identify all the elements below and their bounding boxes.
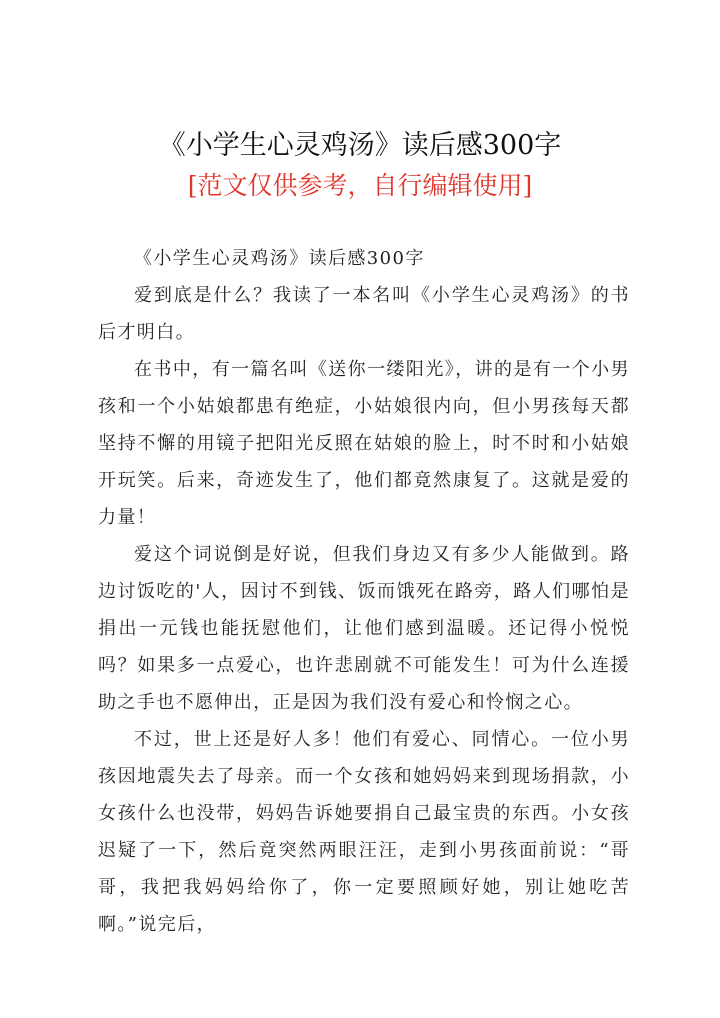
document-body <box>98 240 630 943</box>
paragraph: 爱这个词说倒是好说，但我们身边又有多少人能做到。路边讨饭吃的'人，因讨不到钱、饭而饿死在路旁，路人们哪怕是捐出一元钱也能抚慰他们，让他们感到温暖。还记得小悦悦吗？如果多一点爱心，也许悲剧就不可能发生！可为什么连援助之手也不愿伸出，正是因为我们没有爱心和怜悯之心。 <box>98 544 630 713</box>
paragraph: 在书中，有一篇名叫《送你一缕阳光》，讲的是有一个小男孩和一个小姑娘都患有绝症，小姑娘很内向，但小男孩每天都坚持不懈的用镜子把阳光反照在姑娘的脸上，时不时和小姑娘开玩笑。后来，奇迹发生了，他们都竟然康复了。这就是爱的力量！ <box>98 359 630 528</box>
paragraph: 不过，世上还是好人多！他们有爱心、同情心。一位小男孩因地震失去了母亲。而一个女孩和她妈妈来到现场捐款，小女孩什么也没带，妈妈告诉她要捐自己最宝贵的东西。小女孩迟疑了一下，然后竟突然两眼汪汪，走到小男孩面前说：“哥哥，我把我妈妈给你了，你一定要照顾好她，别让她吃苦啊。”说完后， <box>98 729 630 935</box>
document-title: 《小学生心灵鸡汤》读后感300字 <box>158 130 562 161</box>
paragraph: 《小学生心灵鸡汤》读后感300字 <box>134 248 425 269</box>
document-subtitle: [范文仅供参考，自行编辑使用] <box>187 171 533 200</box>
paragraph: 爱到底是什么？我读了一本名叫《小学生心灵鸡汤》的书后才明白。 <box>98 285 630 343</box>
